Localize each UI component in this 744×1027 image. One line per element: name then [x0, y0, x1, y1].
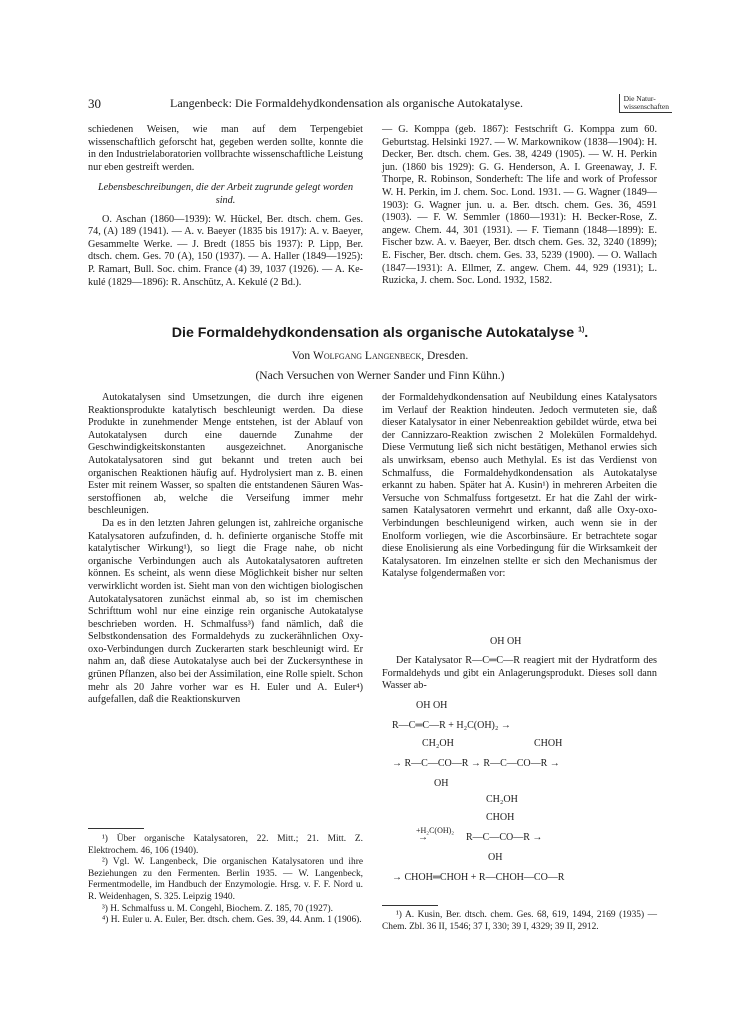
body-right-column — [382, 392, 657, 581]
scheme-arrow: → — [418, 832, 428, 843]
collaborator-note: (Nach Versuchen von Werner Sander und Finn Kühn.) — [255, 370, 505, 382]
scheme-step-4: → CHOH═CHOH + R—CHOH—CO—R — [392, 872, 565, 883]
scheme-oh-2: OH — [488, 852, 503, 863]
running-header — [88, 96, 672, 118]
author-name: Wolfgang Langenbeck — [312, 350, 422, 362]
author-location: , Dresden. — [421, 350, 469, 362]
scheme-oh: OH — [434, 778, 449, 789]
body-paragraph: Autokatalysen sind Umsetzungen, die durch ihre eigenen Reaktionsprodukte katalytisch beschleunigt werden. Da diese Produkte in zunehmender Menge entstehen, ist der Ablauf von Autokatalysen durch eine dauernde Zunahme der Geschwindigkeitskonstanten ausgezeichnet. Anorganische Autokatalysatoren sind gut bekannt und treten auch bei organischen Reaktionen häufig auf. Hydrolysiert man z. B. einen Ester mit reinem Wasser, so spalten die entstandenen Säuren Wasserstoffionen ab, welche die Verseifung immer mehr beschleunigen. — [88, 392, 363, 517]
scheme-step-3: R—C—CO—R → — [466, 832, 543, 843]
journal-box — [619, 94, 672, 113]
journal-box-line: wissenschaften — [623, 102, 669, 111]
body-paragraph: Da es in den letzten Jahren gelungen ist, zahlreiche organische Katalysatoren aufzufinden, d. h. definierte organische Stoffe mit katalytischer Wirkung¹), so liegt die Frage nahe, ob nicht organische Verbindungen auch als Autokatalysatoren auftreten können. Es scheint, als wenn diese Möglichkeit bisher nur selten verwirklicht worden ist. Sieht man von den wichtigen biologischen Autokatalysatoren zunächst einmal ab, so ist im chemischen Schrifttum wohl nur eine einzige rein organische Autokatalyse beschrieben worden. H. Schmalfuss³) fand nämlich, daß die Selbstkondensation des Formaldehyds zu zuckerähnlichen Oxy-oxo-Verbindungen durch Zuckerarten stark beschleunigt wird. Er nahm an, daß diese Autokatalyse auch bei der Zuckersynthese in grünen Pflanzen, also bei der Assimilation, eine Rolle spielt. Schon mehr als 20 Jahre vorher war es H. Euler und A. Euler⁴) aufgefallen, daß die Reaktionskurven — [88, 517, 363, 706]
scheme-ch2oh-2: CH₂OH — [486, 794, 518, 805]
scheme-oh-pair: OH OH — [416, 700, 448, 711]
footnote-rule — [382, 905, 438, 906]
biography-list-continued: — G. Komppa (geb. 1867): Festschrift G. Komppa zum 60. Geburtstag. Helsinki 1927. — W. Markownikow (1838—1904): H. Decker, Ber. dtsch. chem. Ges. 38, 4249 (1905). — W. H. Perkin jun. (1860 bis 1929): G. G. Henderson, A. I. Greenaway, J. F. Thorpe, R. Robinson, Sonderheft: The life and work of Professor W. H. Perkin, im J. chem. Soc. Lond. 1931. — G. Wagner (1849—1903): G. Wagner jun. u. a. Ber. dtsch. chem. Ges. 36, 4591 (1903). — F. W. Semmler (1860—1931): H. Becker-Rose, Z. angew. Chem. 44, 301 (1931). — F. Tiemann (1848—1899): E. Fischer bzw. A. v. Baeyer, Ber. dtsch chem. Ges. 32, 3240 (1899); E. Fischer, Ber. dtsch. chem. Ges. 33, 5239 (1900). — O. Wallach (1847—1931): A. Ellmer, Z. angew. Chem. 44, 929 (1931); L. Ruzicka, J. chem. Soc. Lond. 1932, 1582. — [382, 124, 657, 287]
scheme-step-1: R—C═C—R + H₂C(OH)₂ → — [392, 720, 511, 731]
biography-list: O. Aschan (1860—1939): W. Hückel, Ber. dtsch. chem. Ges. 74, (A) 189 (1941). — A. v. Baeyer (1835 bis 1917): A. v. Baeyer, Gesammelte Werke. — J. Bredt (1855 bis 1937): P. Lipp, Ber. dtsch. chem. Ges. 70 (A), 150 (1937). — A. Haller (1849—1925): P. Ramart, Bull. Soc. chim. France (4) 39, 1037 (1926). — A. Kekulé (1829—1896): R. Anschütz, A. Kekulé (2 Bd.). — [88, 213, 363, 288]
continued-paragraph: schiedenen Weisen, wie man auf dem Terpengebiet wissenschaftlich geforscht hat, gegeben werden sollte, konnte die in den Industrielaboratorien vollbrachte wissenschaftliche Leistung nur eben gestreift werden. — [88, 124, 363, 173]
biography-subhead: Lebensbeschreibungen, die der Arbeit zugrunde gelegt worden sind. — [97, 182, 354, 206]
footnotes-left — [88, 834, 363, 927]
author-prefix: Von — [291, 350, 311, 362]
body-paragraph: der Formaldehydkondensation auf Neubildung eines Katalysators im Verlauf der Reaktion hindeuten. Jedoch vermuteten sie, daß dieser Katalysator in einer Nebenreaktion gebildet würde, etwa bei der Cannizzaro-Reaktion zwischen 2 Molekülen Formaldehyd. Diese Vermutung ließ sich nicht bestätigen, Methanol erwies sich als unwirksam, ebenso auch Methylal. Es ist das Verdienst von Schmalfuss, die Formaldehydkondensation als Autokatalyse erkannt zu haben. Später hat A. Kusin¹) in mehreren Arbeiten die Versuche von Schmalfuss fortgesetzt. Er hat die Zahl der wirksamen Katalysatoren vermehrt und erkannt, daß alle Oxy-oxo-Verbindungen beschleunigend wirken, auch wenn sie in der Enolform vorliegen, wie die Ascorbinsäure. Er betrachtete sogar diese Enolisierung als eine Vorbedingung für die Wirksamkeit der Katalysatoren. Im einzelnen stellte er sich den Mechanismus der Katalyse folgendermaßen vor: — [382, 392, 657, 580]
body-right-continued — [382, 655, 657, 693]
oh-pair-label: OH OH — [490, 636, 522, 647]
journal-box-line: Die Natur- — [623, 94, 656, 103]
scheme-step-2: → R—C—CO—R → R—C—CO—R → — [392, 758, 560, 769]
article-title: Die Formaldehydkondensation als organische Autokatalyse $^{1)}$. — [171, 325, 589, 341]
running-title: Langenbeck: Die Formaldehydkondensation als organische Autokatalyse. — [170, 96, 524, 110]
footnote: ¹) A. Kusin, Ber. dtsch. chem. Ges. 68, 619, 1494, 2169 (1935) — Chem. Zbl. 36 II, 1546; 37 I, 330; 39 I, 4329; 39 II, 2912. — [382, 910, 657, 932]
scheme-arrow-label: +H₂C(OH)₂ — [416, 826, 455, 835]
title-footnote-ref: 1) — [578, 326, 585, 334]
footnote: ²) Vgl. W. Langenbeck, Die organischen Katalysatoren und ihre Beziehungen zu den Fermenten. Berlin 1935. — W. Langenbeck, Fermentmodelle, im Handbuch der Enzymologie. Hrsg. v. F. F. Nord u. R. Weidenhagen, S. 325. Leipzig 1940. — [88, 857, 363, 902]
top-left-column — [88, 124, 363, 289]
body-paragraph: Der Katalysator R—C═C—R reagiert mit der Hydratform des Formaldehyds und gibt ein Anlagerungsprodukt. Dieses soll dann Wasser ab- — [382, 655, 657, 692]
footnote: ³) H. Schmalfuss u. M. Congehl, Biochem. Z. 185, 70 (1927). — [102, 903, 333, 914]
footnote-rule — [88, 828, 144, 829]
author-line — [88, 350, 672, 362]
enediol-formula-label — [382, 636, 672, 652]
footnote: ⁴) H. Euler u. A. Euler, Ber. dtsch. chem. Ges. 39, 44. Anm. 1 (1906). — [102, 915, 362, 926]
scheme-choh: CHOH — [534, 738, 563, 749]
footnote: ¹) Über organische Katalysatoren, 22. Mitt.; 21. Mitt. Z. Elektrochem. 46, 106 (1940). — [88, 834, 363, 856]
article-title-text: Die Formaldehydkondensation als organische Autokatalyse — [171, 325, 575, 341]
footnotes-right — [382, 910, 657, 933]
body-left-column — [88, 392, 363, 707]
scheme-choh-2: CHOH — [486, 812, 515, 823]
scheme-ch2oh: CH₂OH — [422, 738, 454, 749]
top-right-column — [382, 124, 657, 288]
page-number: 30 — [88, 96, 101, 111]
reaction-scheme — [382, 700, 672, 900]
